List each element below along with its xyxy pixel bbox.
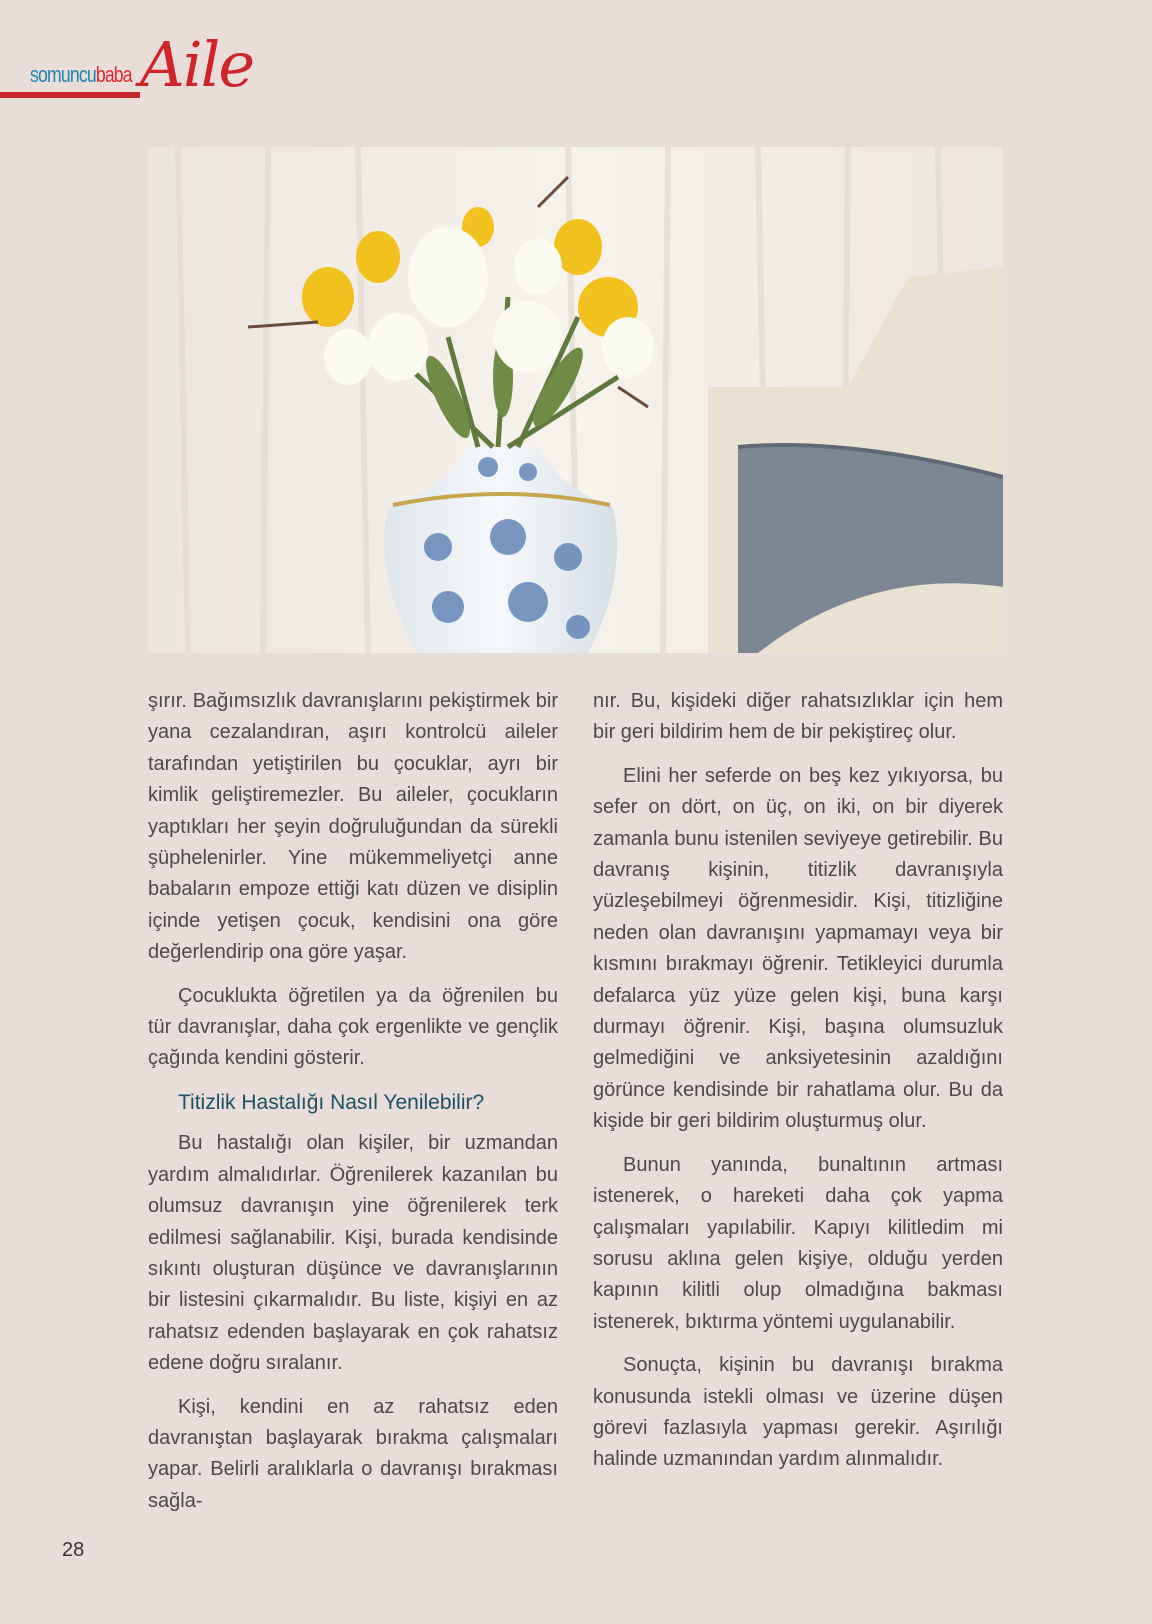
brand-script-aile: Aile bbox=[140, 28, 254, 101]
left-paragraph-3: Bu hastalığı olan kişiler, bir uzmandan yardım almalıdırlar. Öğrenilerek kazanılan bu olumsuz davranışın yine öğrenilerek terk edilmesi sağlanabilir. Kişi, burada kendisinde sıkıntı oluşturan düşünce ve davranışlarının bir listesini çıkarmalıdır. Bu liste, kişiyi en az rahatsız edenden başlayarak en çok rahatsız edene doğru sıralanır. bbox=[148, 1132, 558, 1375]
brand-wordmark bbox=[30, 62, 132, 88]
page-number: 28 bbox=[62, 1539, 85, 1561]
header-red-line bbox=[0, 92, 140, 98]
left-paragraph-2: Çocuklukta öğretilen ya da öğrenilen bu tür davranışlar, daha çok ergenlikte ve gençlik çağında kendini gösterir. bbox=[148, 984, 558, 1070]
right-paragraph-3: Bunun yanında, bunaltının artması istenerek, o hareketi daha çok yapma çalışmaları yapılabilir. Kapıyı kilitledim mi sorusu aklına gelen kişiye, olduğu yerden kapının kilitli olup olmadığına bakması istenerek, bıktırma yöntemi uygulanabilir. bbox=[593, 1153, 1003, 1333]
brand-part-somuncu: somuncu bbox=[30, 62, 96, 87]
left-text-column bbox=[148, 686, 558, 1529]
brand-part-baba: baba bbox=[95, 62, 132, 87]
right-paragraph-1: nır. Bu, kişideki diğer rahatsızlıklar için hem bir geri bildirim hem de bir pekiştireç olur. bbox=[593, 690, 1003, 744]
section-heading: Titizlik Hastalığı Nasıl Yenilebilir? bbox=[178, 1090, 485, 1114]
right-text-column bbox=[593, 686, 1003, 1488]
right-paragraph-4: Sonuçta, kişinin bu davranışı bırakma konusunda istekli olması ve üzerine düşen görevi fazlasıyla yapması gerekir. Aşırılığı halinde uzmanından yardım alınmalıdır. bbox=[593, 1354, 1003, 1471]
flower-vase-illustration bbox=[148, 147, 1003, 653]
flower-vase-photo bbox=[148, 147, 1003, 653]
left-paragraph-1: şırır. Bağımsızlık davranışlarını pekiştirmek bir yana cezalandıran, aşırı kontrolcü aileler tarafından yetiştirilen bu çocuklar, ayrı bir kimlik geliştiremezler. Bu aileler, çocukların yaptıkları her şeyin doğruluğundan da sürekli şüphelenirler. Yine mükemmeliyetçi anne babaların empoze ettiği katı düzen ve disiplin içinde yetişen çocuk, kendisini ona göre değerlendirip ona göre yaşar. bbox=[148, 690, 558, 964]
magazine-header bbox=[0, 28, 260, 110]
right-paragraph-2: Elini her seferde on beş kez yıkıyorsa, bu sefer on dört, on üç, on iki, on bir diyerek zamanla bunu istenilen seviyeye getirebilir. Bu davranış kişinin, titizlik davranışıyla yüzleşebilmeyi öğrenmesidir. Kişi, titizliğine neden olan davranışını yapmamayı veya bir kısmını bırakmayı öğrenir. Tetikleyici durumla defalarca yüz yüze gelen kişi, buna karşı durmayı öğrenir. Kişi, başına olumsuzluk gelmediğini ve anksiyetesinin azaldığını görünce kendisinde bir rahatlama olur. Bu da kişide bir geri bildirim oluşturmuş olur. bbox=[593, 764, 1003, 1133]
left-paragraph-4: Kişi, kendini en az rahatsız eden davranıştan başlayarak bırakma çalışmaları yapar. Belirli aralıklarla o davranışı bırakması sağla- bbox=[148, 1395, 558, 1512]
